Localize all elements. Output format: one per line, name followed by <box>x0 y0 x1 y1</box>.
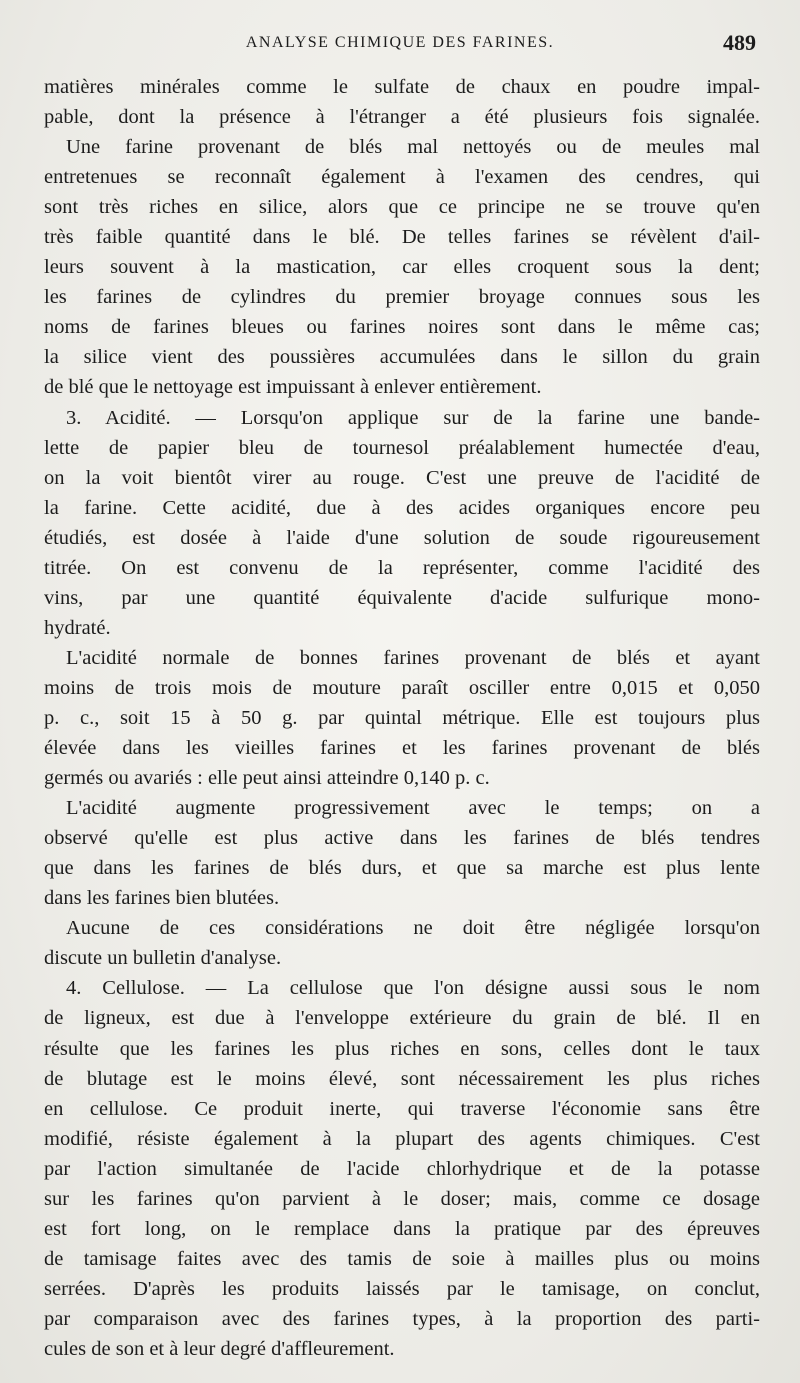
text-line: on la voit bientôt virer au rouge. C'est une preuve de l'acidité de <box>44 466 760 489</box>
text-line: leurs souvent à la mastication, car elles croquent sous la dent; <box>44 256 760 279</box>
text-line: cules de son et à leur degré d'affleurement. <box>44 1337 395 1360</box>
body-text <box>44 72 760 1364</box>
text-line: de blé que le nettoyage est impuissant à enlever entièrement. <box>44 376 542 399</box>
text-line: étudiés, est dosée à l'aide d'une solution de soude rigoureusement <box>44 526 760 549</box>
text-line: très faible quantité dans le blé. De telles farines se révèlent d'ail- <box>44 226 760 249</box>
text-line: par comparaison avec des farines types, à la proportion des parti- <box>44 1307 760 1330</box>
text-line: résulte que les farines les plus riches en sons, celles dont le taux <box>44 1037 760 1060</box>
text-line: la silice vient des poussières accumulées dans le sillon du grain <box>44 346 760 369</box>
text-line: 4. Cellulose. — La cellulose que l'on désigne aussi sous le nom <box>66 977 760 1000</box>
running-title: ANALYSE CHIMIQUE DES FARINES. <box>245 34 555 51</box>
page-number: 489 <box>723 30 756 55</box>
text-line: sont très riches en silice, alors que ce principe ne se trouve qu'en <box>44 196 760 219</box>
text-line: pable, dont la présence à l'étranger a été plusieurs fois signalée. <box>44 106 760 129</box>
text-line: titrée. On est convenu de la représenter, comme l'acidité des <box>44 556 760 579</box>
text-line: en cellulose. Ce produit inerte, qui traverse l'économie sans être <box>44 1097 760 1120</box>
text-line: p. c., soit 15 à 50 g. par quintal métrique. Elle est toujours plus <box>44 706 760 729</box>
text-line: discute un bulletin d'analyse. <box>44 947 282 970</box>
text-line: L'acidité normale de bonnes farines provenant de blés et ayant <box>66 646 760 669</box>
text-line: de tamisage faites avec des tamis de soie à mailles plus ou moins <box>44 1247 760 1270</box>
text-line: vins, par une quantité équivalente d'acide sulfurique mono- <box>44 586 760 609</box>
text-line: Une farine provenant de blés mal nettoyés ou de meules mal <box>66 136 760 159</box>
text-line: L'acidité augmente progressivement avec le temps; on a <box>66 797 760 820</box>
text-line: entretenues se reconnaît également à l'examen des cendres, qui <box>44 166 760 189</box>
text-line: que dans les farines de blés durs, et que sa marche est plus lente <box>44 857 760 880</box>
text-line: germés ou avariés : elle peut ainsi atteindre 0,140 p. c. <box>44 767 490 790</box>
text-line: de blutage est le moins élevé, sont nécessairement les plus riches <box>44 1067 760 1090</box>
text-line: est fort long, on le remplace dans la pratique par des épreuves <box>44 1217 760 1240</box>
text-line: par l'action simultanée de l'acide chlorhydrique et de la potasse <box>44 1157 760 1180</box>
text-line: 3. Acidité. — Lorsqu'on applique sur de la farine une bande- <box>66 406 760 429</box>
text-line: noms de farines bleues ou farines noires sont dans le même cas; <box>44 316 760 339</box>
text-line: matières minérales comme le sulfate de chaux en poudre impal- <box>44 76 760 98</box>
text-line: moins de trois mois de mouture paraît osciller entre 0,015 et 0,050 <box>44 676 760 699</box>
text-line: élevée dans les vieilles farines et les farines provenant de blés <box>44 737 760 760</box>
text-line: sur les farines qu'on parvient à le doser; mais, comme ce dosage <box>44 1187 760 1210</box>
text-line: serrées. D'après les produits laissés par le tamisage, on conclut, <box>44 1277 760 1300</box>
text-line: modifié, résiste également à la plupart des agents chimiques. C'est <box>44 1127 760 1150</box>
text-line: lette de papier bleu de tournesol préalablement humectée d'eau, <box>44 436 760 459</box>
text-line: dans les farines bien blutées. <box>44 887 280 910</box>
text-line: observé qu'elle est plus active dans les farines de blés tendres <box>44 827 760 850</box>
text-line: de ligneux, est due à l'enveloppe extérieure du grain de blé. Il en <box>44 1007 760 1030</box>
text-line: hydraté. <box>44 616 111 639</box>
text-line: Aucune de ces considérations ne doit être négligée lorsqu'on <box>66 917 760 940</box>
text-line: les farines de cylindres du premier broyage connues sous les <box>44 286 760 309</box>
text-line: la farine. Cette acidité, due à des acides organiques encore peu <box>44 496 760 519</box>
running-head <box>40 30 760 64</box>
